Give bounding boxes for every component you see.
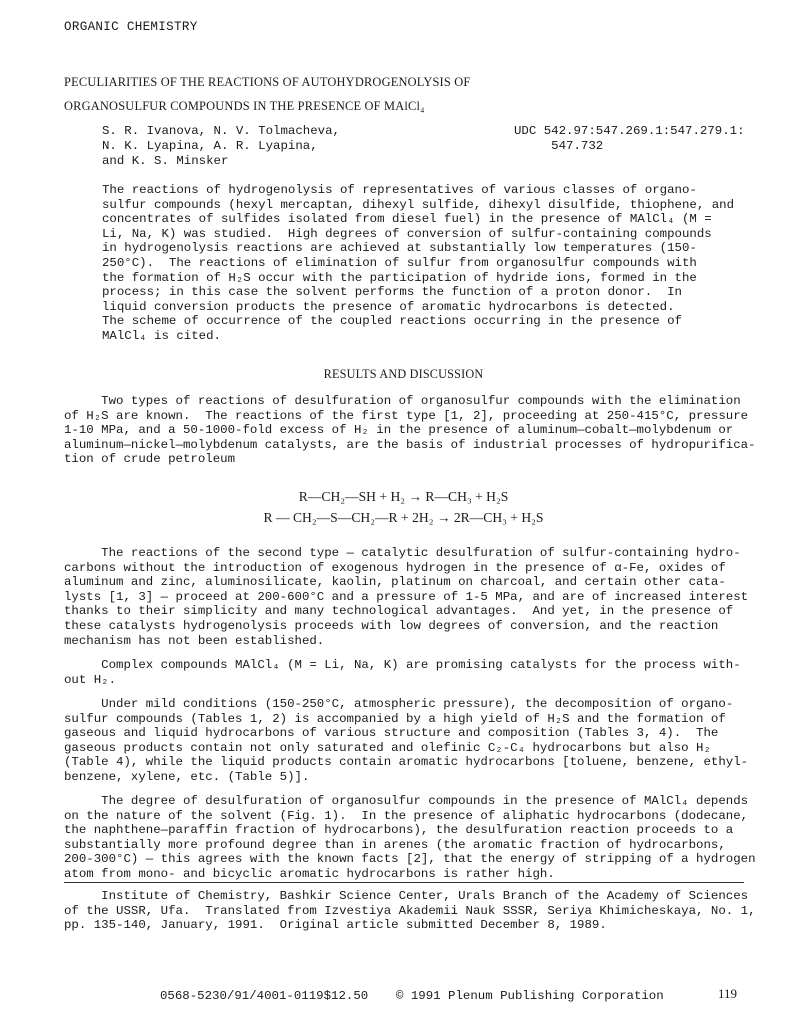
- text-line: atom from mono- and bicyclic aromatic hydrocarbons is rather high.: [64, 866, 555, 881]
- text-line: The reactions of the second type — catalytic desulfuration of sulfur-containing hydro-: [64, 546, 741, 560]
- abstract-line: concentrates of sulfides isolated from diesel fuel) in the presence of MAlCl₄ (M =: [102, 212, 712, 227]
- publication-code: 0568-5230/91/4001-0119$12.50: [160, 989, 369, 1003]
- text-line: aluminum—nickel—molybdenum catalysts, are the basis of industrial processes of hydropurifica-: [64, 437, 756, 452]
- text-line: 1-10 MPa, and a 50-1000-fold excess of H₂ in the presence of aluminum—cobalt—molybdenum or: [64, 423, 734, 438]
- abstract-line: liquid conversion products the presence of aromatic hydrocarbons is detected.: [102, 299, 675, 314]
- text-line: gaseous and liquid hydrocarbons of various structure and composition (Tables 3, 4). The: [64, 726, 719, 741]
- text-line: 200-300°C) — this agrees with the known facts [2], that the energy of stripping of a hydrogen: [64, 852, 756, 867]
- text-line: aluminum and zinc, aluminosilicate, kaolin, platinum on charcoal, and certain other cata-: [64, 575, 726, 590]
- footnote: [64, 889, 756, 933]
- section-label: ORGANIC CHEMISTRY: [64, 20, 198, 34]
- text-line: mechanism has not been established.: [64, 633, 325, 648]
- author-list: [102, 124, 340, 169]
- copyright-notice: © 1991 Plenum Publishing Corporation: [396, 989, 664, 1003]
- text-line: benzene, xylene, etc. (Table 5)].: [64, 769, 310, 784]
- author-line: S. R. Ivanova, N. V. Tolmacheva,: [102, 124, 340, 138]
- text-line: on the nature of the solvent (Fig. 1). In the presence of aliphatic hydrocarbons (dodecane,: [64, 808, 749, 823]
- text-line: the naphthene—paraffin fraction of hydrocarbons), the desulfuration reaction proceeds to a: [64, 823, 734, 838]
- footnote-divider: [64, 882, 744, 883]
- udc-code: [514, 124, 745, 154]
- title-line: PECULIARITIES OF THE REACTIONS OF AUTOHYDROGENOLYSIS OF: [64, 75, 471, 89]
- text-line: these catalysts hydrogenolysis proceeds with low degrees of conversion, and the reaction: [64, 618, 719, 633]
- text-line: Two types of reactions of desulfuration of organosulfur compounds with the elimination: [64, 394, 741, 408]
- abstract-line: 250°C). The reactions of elimination of sulfur from organosulfur compounds with: [102, 255, 697, 270]
- text-line: gaseous products contain not only saturated and olefinic C₂-C₄ hydrocarbons but also H₂: [64, 740, 711, 755]
- udc-line: UDC 542.97:547.269.1:547.279.1:: [514, 124, 745, 138]
- text-line: sulfur compounds (Tables 1, 2) is accompanied by a high yield of H₂S and the formation of: [64, 711, 726, 726]
- paragraph-2: [64, 546, 748, 648]
- title-line: ORGANOSULFUR COMPOUNDS IN THE PRESENCE OF MAlCl₄: [64, 99, 425, 113]
- article-title: [64, 70, 471, 118]
- footnote-line: of the USSR, Ufa. Translated from Izvestiya Akademii Nauk SSSR, Seriya Khimicheskaya, No. 1,: [64, 903, 756, 918]
- abstract-line: in hydrogenolysis reactions are achieved at substantially low temperatures (150-: [102, 241, 697, 256]
- abstract-line: process; in this case the solvent performs the function of a proton donor. In: [102, 285, 682, 300]
- text-line: Under mild conditions (150-250°C, atmospheric pressure), the decomposition of organo-: [64, 697, 734, 711]
- text-line: thanks to their simplicity and many technological advantages. And yet, in the presence of: [64, 604, 734, 619]
- equation-2: R — CH₂—S—CH₂—R + 2H₂ → 2R—CH₃ + H₂S: [263, 510, 544, 525]
- text-line: (Table 4), while the liquid products contain aromatic hydrocarbons [toluene, benzene, ethyl-: [64, 755, 749, 770]
- author-line: and K. S. Minsker: [102, 154, 229, 168]
- text-line: of H₂S are known. The reactions of the first type [1, 2], proceeding at 250-415°C, pressure: [64, 408, 749, 423]
- text-line: lysts [1, 3] — proceed at 200-600°C and a pressure of 1-5 MPa, and are of increased interest: [64, 589, 749, 604]
- paragraph-1: [64, 394, 756, 467]
- abstract-line: sulfur compounds (hexyl mercaptan, dihexyl sulfide, dihexyl disulfide, thiophene, and: [102, 197, 735, 212]
- abstract-line: the formation of H₂S occur with the participation of hydride ions, formed in the: [102, 270, 697, 285]
- text-line: substantially more profound degree than in arenes (the aromatic fraction of hydrocarbons,: [64, 837, 726, 852]
- abstract-line: The reactions of hydrogenolysis of representatives of various classes of organo-: [102, 183, 697, 197]
- udc-line: 547.732: [514, 139, 604, 153]
- paragraph-4: [64, 697, 748, 785]
- footnote-line: Institute of Chemistry, Bashkir Science Center, Urals Branch of the Academy of Sciences: [64, 889, 749, 903]
- paragraph-3: [64, 658, 741, 687]
- page-number: 119: [718, 986, 738, 1001]
- footnote-line: pp. 135-140, January, 1991. Original article submitted December 8, 1989.: [64, 918, 607, 933]
- text-line: out H₂.: [64, 672, 117, 687]
- abstract: [102, 183, 742, 344]
- text-line: tion of crude petroleum: [64, 452, 236, 467]
- text-line: Complex compounds MAlCl₄ (M = Li, Na, K) are promising catalysts for the process with-: [64, 658, 741, 672]
- text-line: The degree of desulfuration of organosulfur compounds in the presence of MAlCl₄ depends: [64, 794, 749, 808]
- equation-1: R—CH₂—SH + H₂ → R—CH₃ + H₂S: [298, 489, 509, 504]
- author-line: N. K. Lyapina, A. R. Lyapina,: [102, 139, 318, 153]
- abstract-line: The scheme of occurrence of the coupled reactions occurring in the presence of: [102, 314, 682, 329]
- text-line: carbons without the introduction of exogenous hydrogen in the presence of α-Fe, oxides of: [64, 560, 726, 575]
- section-heading: RESULTS AND DISCUSSION: [323, 367, 484, 381]
- paragraph-5: [64, 794, 756, 882]
- abstract-line: MAlCl₄ is cited.: [102, 328, 221, 343]
- abstract-line: Li, Na, K) was studied. High degrees of conversion of sulfur-containing compounds: [102, 226, 712, 241]
